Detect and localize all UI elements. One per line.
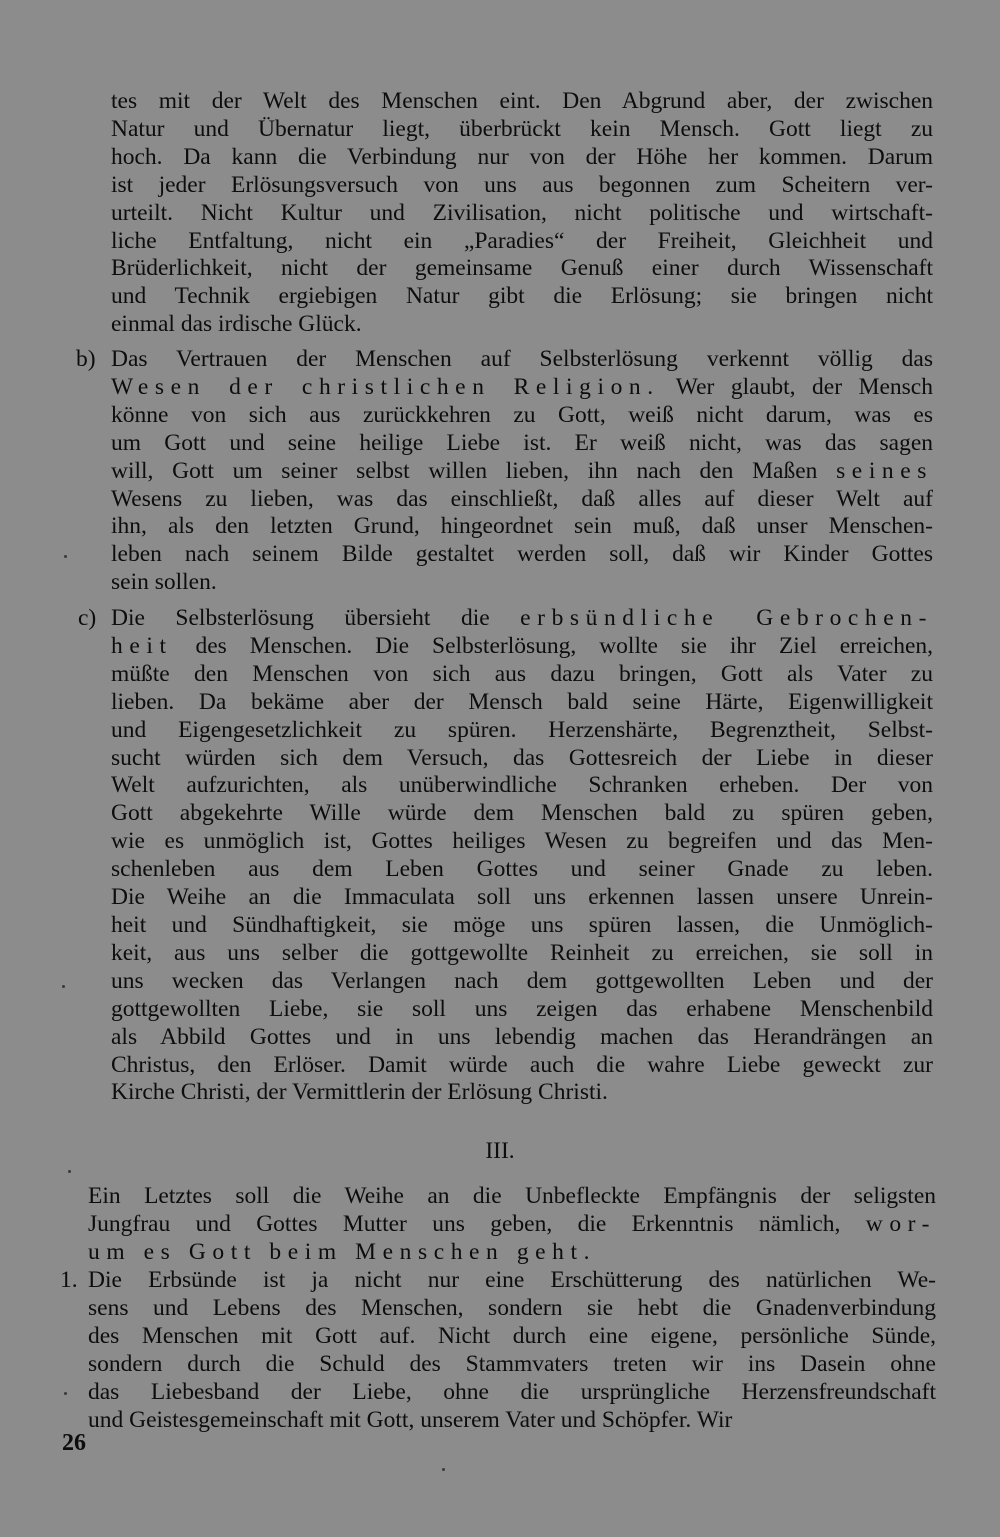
- text-line: Wesen der christlichen Religion. Wer glaubt, der Mensch: [111, 373, 933, 400]
- text-line: liche Entfaltung, nicht ein „Paradies“ der Freiheit, Gleichheit und: [111, 227, 933, 254]
- intro-paragraph: [111, 88, 933, 339]
- print-speck: [64, 555, 67, 558]
- print-speck: [68, 1170, 71, 1173]
- print-speck: [64, 1392, 67, 1395]
- text-line: Jungfrau und Gottes Mutter uns geben, die Erkenntnis nämlich, wor-: [88, 1210, 936, 1237]
- text-line: und Technik ergiebigen Natur gibt die Erlösung; sie bringen nicht: [111, 283, 933, 310]
- text-line: gottgewollten Liebe, sie soll uns zeigen das erhabene Menschenbild: [111, 995, 933, 1022]
- section-heading: III.: [485, 1138, 515, 1164]
- text-line: lieben. Da bekäme aber der Mensch bald seine Härte, Eigenwilligkeit: [111, 688, 933, 715]
- spaced-emphasis: wor-: [865, 1210, 936, 1237]
- text-line: urteilt. Nicht Kultur und Zivilisation, nicht politische und wirtschaft-: [111, 199, 933, 226]
- text-line: hoch. Da kann die Verbindung nur von der Höhe her kommen. Darum: [111, 143, 933, 170]
- text-line: und Eigengesetzlichkeit zu spüren. Herzenshärte, Begrenztheit, Selbst-: [111, 716, 933, 743]
- text-line: Die Weihe an die Immaculata soll uns erkennen lassen unsere Unrein-: [111, 884, 933, 911]
- spaced-emphasis: heit: [111, 632, 173, 659]
- point-1-paragraph: [88, 1267, 936, 1434]
- text-line: sens und Lebens des Menschen, sondern sie hebt die Gnadenverbindung: [88, 1294, 936, 1321]
- text-line: wie es unmöglich ist, Gottes heiliges Wesen zu begreifen und das Men-: [111, 828, 933, 855]
- point-b-paragraph: [111, 346, 933, 597]
- text-line: Gott abgekehrte Wille würde dem Menschen bald zu spüren geben,: [111, 800, 933, 827]
- text-line: als Abbild Gottes und in uns lebendig machen das Herandrängen an: [111, 1023, 933, 1050]
- text-line: keit, aus uns selber die gottgewollte Reinheit zu erreichen, sie soll in: [111, 939, 933, 966]
- text-line: könne von sich aus zurückkehren zu Gott, weiß nicht darum, was es: [111, 401, 933, 428]
- text-line: des Menschen mit Gott auf. Nicht durch eine eigene, persönliche Sünde,: [88, 1322, 936, 1349]
- spaced-emphasis: Wesen der christlichen Religion.: [111, 373, 660, 400]
- text-line: ist jeder Erlösungsversuch von uns aus begonnen zum Scheitern ver-: [111, 171, 933, 198]
- list-marker-c: c): [78, 605, 97, 631]
- text-line: sein sollen.: [111, 569, 217, 596]
- text-line: sucht würden sich dem Versuch, das Gottesreich der Liebe in dieser: [111, 744, 933, 771]
- spaced-emphasis: erbsündliche Gebrochen-: [520, 605, 933, 631]
- text-line: will, Gott um seiner selbst willen lieben, ihn nach den Maßen seines: [111, 457, 933, 484]
- text-line: [88, 1239, 936, 1267]
- text-line: sondern durch die Schuld des Stammvaters treten wir ins Dasein ohne: [88, 1350, 936, 1377]
- text-line: schenleben aus dem Leben Gottes und seiner Gnade zu leben.: [111, 856, 933, 883]
- page-number: 26: [62, 1430, 86, 1456]
- text-line: ihn, als den letzten Grund, hingeordnet sein muß, daß unser Menschen-: [111, 513, 933, 540]
- text-line: müßte den Menschen von sich aus dazu bringen, Gott als Vater zu: [111, 660, 933, 687]
- list-marker-b: b): [76, 346, 96, 372]
- text-line: leben nach seinem Bilde gestaltet werden soll, daß wir Kinder Gottes: [111, 541, 933, 568]
- text-line: Ein Letztes soll die Weihe an die Unbefleckte Empfängnis der seligsten: [88, 1183, 936, 1209]
- text-line: einmal das irdische Glück.: [111, 311, 362, 338]
- spaced-emphasis: seines: [836, 457, 933, 484]
- text-line: Welt aufzurichten, als unüberwindliche Schranken erheben. Der von: [111, 772, 933, 799]
- text-line: heit und Sündhaftigkeit, sie möge uns spüren lassen, die Unmöglich-: [111, 911, 933, 938]
- text-line: das Liebesband der Liebe, ohne die ursprüngliche Herzensfreundschaft: [88, 1378, 936, 1405]
- text-line: Die Erbsünde ist ja nicht nur eine Erschütterung des natürlichen We-: [88, 1267, 936, 1293]
- text-line: heit des Menschen. Die Selbsterlösung, wollte sie ihr Ziel erreichen,: [111, 632, 933, 659]
- text-line: Wesens zu lieben, was das einschließt, daß alles auf dieser Welt auf: [111, 485, 933, 512]
- text-line: Kirche Christi, der Vermittlerin der Erlösung Christi.: [111, 1079, 608, 1106]
- print-speck: [442, 1468, 445, 1471]
- text-line: Das Vertrauen der Menschen auf Selbsterlösung verkennt völlig das: [111, 346, 933, 372]
- point-c-paragraph: [111, 605, 933, 1107]
- section-iii-paragraph: [88, 1183, 936, 1267]
- text-line: Natur und Übernatur liegt, überbrückt kein Mensch. Gott liegt zu: [111, 115, 933, 142]
- print-speck: [62, 985, 65, 988]
- text-line: Die Selbsterlösung übersieht die erbsündliche Gebrochen-: [111, 605, 933, 631]
- spaced-emphasis: um es Gott beim Menschen geht.: [88, 1238, 597, 1265]
- text-line: uns wecken das Verlangen nach dem gottgewollten Leben und der: [111, 967, 933, 994]
- text-line: Brüderlichkeit, nicht der gemeinsame Genuß einer durch Wissenschaft: [111, 255, 933, 282]
- list-marker-1: 1.: [60, 1267, 78, 1293]
- text-line: und Geistesgemeinschaft mit Gott, unserem Vater und Schöpfer. Wir: [88, 1406, 733, 1433]
- text-line: Christus, den Erlöser. Damit würde auch die wahre Liebe geweckt zur: [111, 1051, 933, 1078]
- text-line: tes mit der Welt des Menschen eint. Den Abgrund aber, der zwischen: [111, 88, 933, 114]
- text-line: um Gott und seine heilige Liebe ist. Er weiß nicht, was das sagen: [111, 429, 933, 456]
